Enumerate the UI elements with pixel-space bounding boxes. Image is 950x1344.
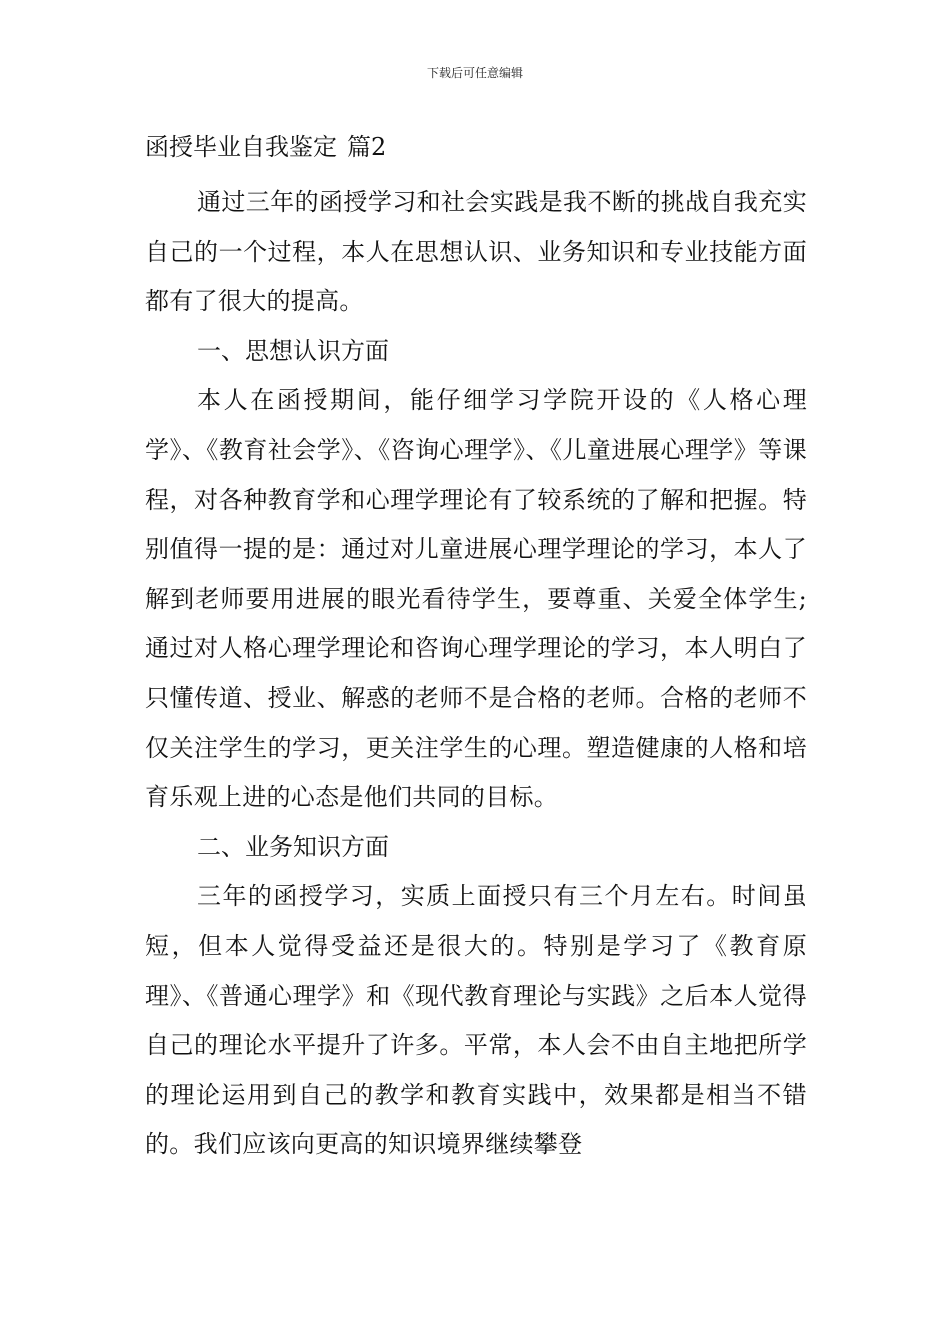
- section-body-business: 三年的函授学习，实质上面授只有三个月左右。时间虽短，但本人觉得受益还是很大的。特别是学习了《教育原理》、《普通心理学》和《现代教育理论与实践》之后本人觉得自己的理论水平提升了许多。平常，本人会不由自主地把所学的理论运用到自己的教学和教育实践中，效果都是相当不错的。我们应该向更高的知识境界继续攀登: [145, 882, 807, 1159]
- document-body: [145, 128, 807, 1170]
- title-suffix: 篇2: [347, 133, 387, 161]
- document-title: [145, 128, 807, 166]
- title-text: 函授毕业自我鉴定: [145, 133, 337, 161]
- header-note: 下载后可任意编辑: [426, 66, 523, 80]
- section-heading-business: 二、业务知识方面: [197, 832, 389, 861]
- section-body-thought: 本人在函授期间，能仔细学习学院开设的《人格心理学》、《教育社会学》、《咨询心理学》、《儿童进展心理学》等课程，对各种教育学和心理学理论有了较系统的了解和把握。特别值得一提的是：通过对儿童进展心理学理论的学习，本人了解到老师要用进展的眼光看待学生，要尊重、关爱全体学生;通过对人格心理学理论和咨询心理学理论的学习，本人明白了只懂传道、授业、解惑的老师不是合格的老师。合格的老师不仅关注学生的学习，更关注学生的心理。塑造健康的人格和培育乐观上进的心态是他们共同的目标。: [145, 386, 807, 812]
- section-heading-thought: 一、思想认识方面: [197, 336, 389, 365]
- intro-paragraph: 通过三年的函授学习和社会实践是我不断的挑战自我充实自己的一个过程，本人在思想认识、业务知识和专业技能方面都有了很大的提高。: [145, 188, 807, 316]
